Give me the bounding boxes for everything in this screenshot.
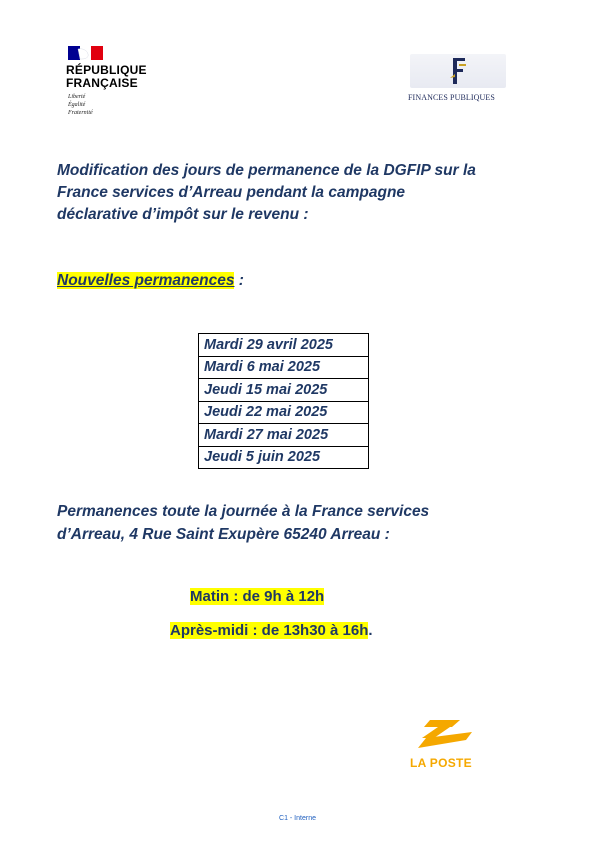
title-line-3: déclarative d’impôt sur le revenu :: [57, 206, 309, 223]
rf-motto-egalite: Égalité: [68, 102, 86, 108]
date-cell: Mardi 29 avril 2025: [199, 334, 369, 357]
permanence-description: [57, 500, 537, 546]
rf-motto-fraternite: Fraternité: [68, 110, 93, 116]
date-cell: Mardi 27 mai 2025: [199, 424, 369, 447]
new-permanences-heading: [57, 271, 244, 291]
title-line-2: France services d’Arreau pendant la campagne: [57, 184, 406, 201]
finances-publiques-emblem-icon: [410, 54, 506, 88]
rf-name-line-1: RÉPUBLIQUE: [66, 63, 147, 77]
classification-footer: C1 - Interne: [279, 815, 316, 822]
date-cell: Mardi 6 mai 2025: [199, 356, 369, 379]
marianne-flag-icon: [68, 46, 103, 60]
rf-motto: [68, 93, 93, 117]
table-row: [199, 424, 369, 447]
table-row: [199, 356, 369, 379]
table-row: [199, 334, 369, 357]
morning-hours: [190, 588, 324, 605]
rf-motto-liberte: Liberté: [68, 94, 86, 100]
afternoon-hours-period: .: [368, 622, 373, 639]
la-poste-bird-icon: [408, 718, 480, 754]
title-line-1: Modification des jours de permanence de la DGFIP sur la: [57, 162, 476, 179]
finances-publiques-logo: [408, 54, 508, 108]
date-cell: Jeudi 22 mai 2025: [199, 401, 369, 424]
la-poste-logo: [408, 718, 482, 772]
morning-hours-text: Matin : de 9h à 12h: [190, 588, 325, 605]
permanence-line-1: Permanences toute la journée à la France services: [57, 503, 430, 520]
dates-table: [198, 333, 369, 469]
date-cell: Jeudi 15 mai 2025: [199, 379, 369, 402]
table-row: [199, 401, 369, 424]
republique-francaise-logo: [66, 46, 166, 122]
afternoon-hours: [170, 622, 373, 639]
afternoon-hours-text: Après-midi : de 13h30 à 16h: [170, 622, 369, 639]
table-row: [199, 446, 369, 469]
table-row: [199, 379, 369, 402]
date-cell: Jeudi 5 juin 2025: [199, 446, 369, 469]
new-permanences-label: Nouvelles permanences: [57, 272, 235, 289]
permanence-line-2: d’Arreau, 4 Rue Saint Exupère 65240 Arreau :: [57, 526, 390, 543]
la-poste-label: LA POSTE: [410, 756, 472, 770]
new-permanences-colon: :: [234, 272, 244, 289]
rf-name: [66, 64, 147, 90]
document-title: [57, 160, 537, 226]
rf-name-line-2: FRANÇAISE: [66, 76, 138, 90]
finances-publiques-label: FINANCES PUBLIQUES: [408, 93, 495, 102]
